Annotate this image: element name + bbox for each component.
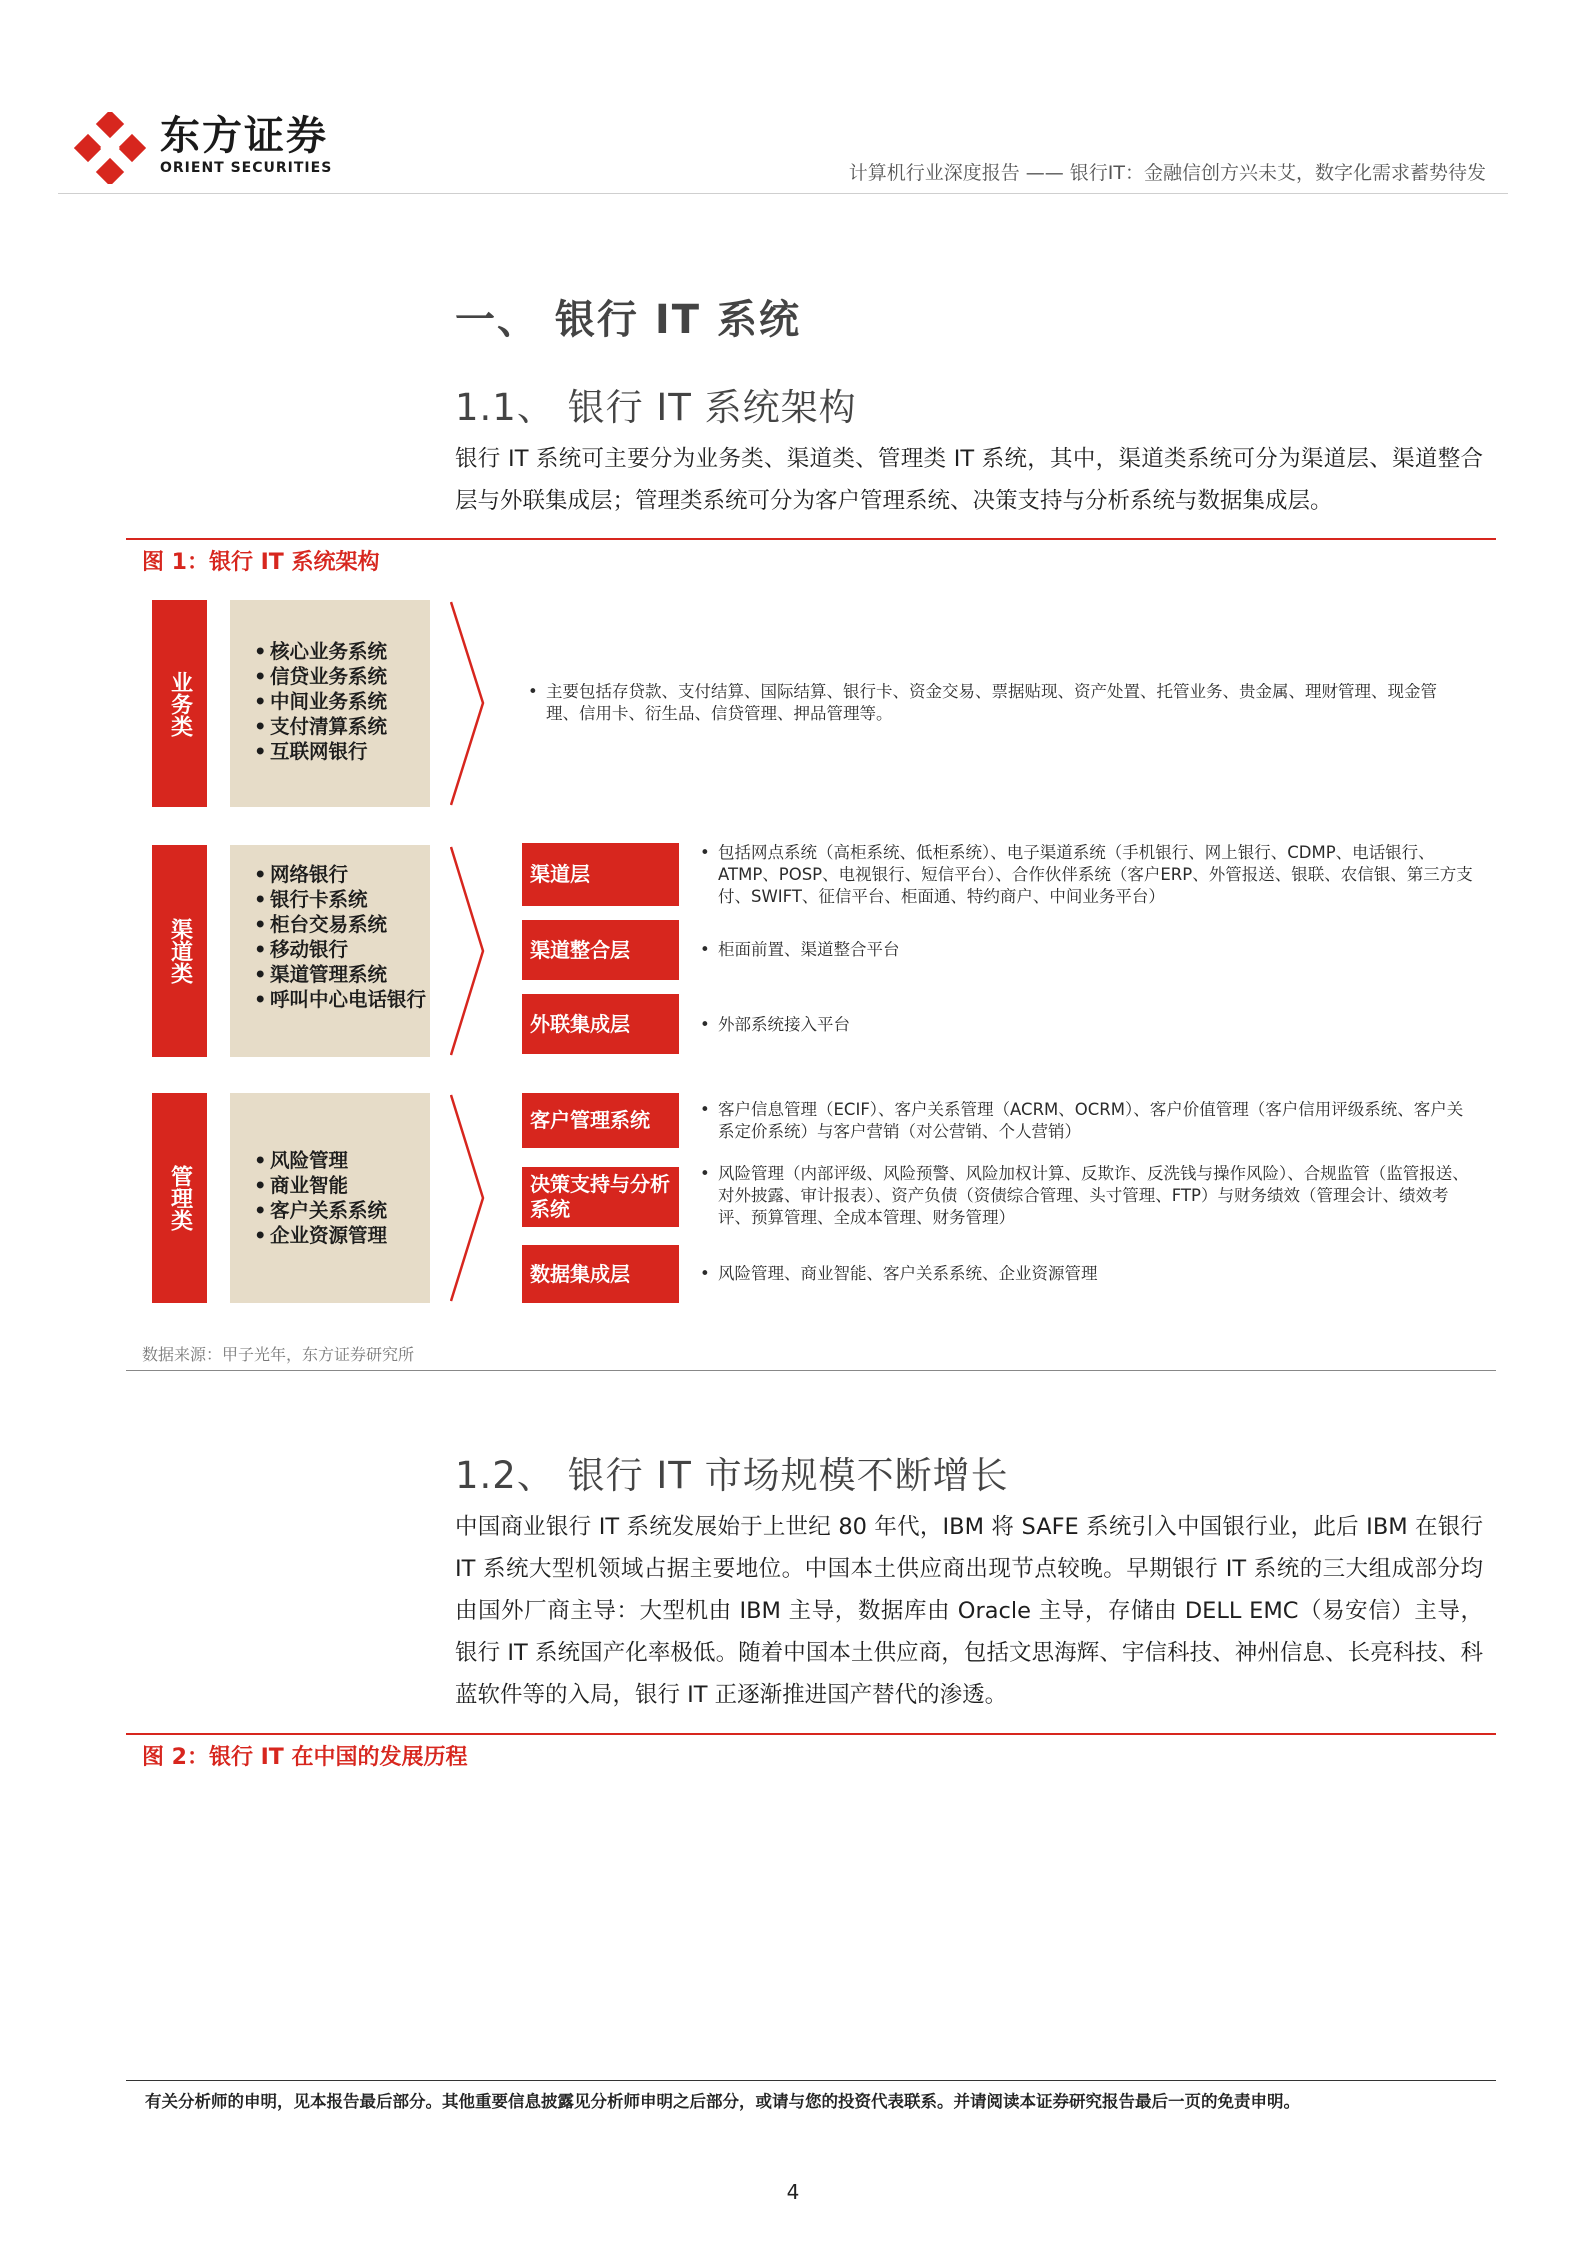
list-item: • 核心业务系统: [254, 639, 387, 664]
brand-logo-icon: [74, 112, 146, 184]
category-label: 管理类: [152, 1093, 207, 1303]
disclaimer-text: 有关分析师的申明，见本报告最后部分。其他重要信息披露见分析师申明之后部分，或请与您的投资代表联系。并请阅读本证券研究报告最后一页的免责申明。: [145, 2092, 1300, 2111]
section-heading: 一、 银行 IT 系统: [455, 297, 801, 343]
layer-label: 数据集成层: [522, 1245, 679, 1303]
system-list-box: [230, 1093, 430, 1303]
list-item: • 客户关系系统: [254, 1198, 387, 1223]
list-item: • 渠道管理系统: [254, 962, 426, 987]
list-item: • 银行卡系统: [254, 887, 426, 912]
category-description: • 主要包括存贷款、支付结算、国际结算、银行卡、资金交易、票据贴现、资产处置、托管业务、贵金属、理财管理、现金管理、信用卡、衍生品、信贷管理、押品管理等。: [528, 681, 1468, 725]
layer-label: 决策支持与分析系统: [522, 1167, 679, 1227]
chevron-right-icon: [450, 845, 485, 1057]
system-list-box: [230, 600, 430, 807]
figure-top-rule: [126, 538, 1496, 540]
figure-source: 数据来源：甲子光年，东方证券研究所: [142, 1345, 415, 1364]
report-title: 计算机行业深度报告 —— 银行IT：金融信创方兴未艾，数字化需求蓄势待发: [848, 162, 1486, 184]
page-number: 4: [786, 2180, 800, 2204]
list-item: • 中间业务系统: [254, 689, 387, 714]
figure-title: 图 1：银行 IT 系统架构: [142, 550, 380, 575]
layer-label: 渠道层: [522, 843, 679, 906]
figure-bottom-rule: [126, 1370, 1496, 1371]
layer-description: • 柜面前置、渠道整合平台: [700, 939, 1478, 961]
list-item: • 企业资源管理: [254, 1223, 387, 1248]
layer-description: • 风险管理（内部评级、风险预警、风险加权计算、反欺诈、反洗钱与操作风险）、合规监管（监管报送、对外披露、审计报表）、资产负债（资债综合管理、头寸管理、FTP）与财务绩效（管理会计、绩效考评、预算管理、全成本管理、财务管理）: [700, 1163, 1478, 1229]
layer-description: • 风险管理、商业智能、客户关系系统、企业资源管理: [700, 1263, 1478, 1285]
layer-label: 渠道整合层: [522, 920, 679, 980]
list-item: • 互联网银行: [254, 739, 387, 764]
figure-top-rule: [126, 1733, 1496, 1735]
category-label: 业务类: [152, 600, 207, 807]
list-item: • 柜台交易系统: [254, 912, 426, 937]
layer-label: 外联集成层: [522, 994, 679, 1054]
layer-label: 客户管理系统: [522, 1093, 679, 1148]
system-list-box: [230, 845, 430, 1057]
list-item: • 支付清算系统: [254, 714, 387, 739]
list-item: • 移动银行: [254, 937, 426, 962]
body-paragraph: 银行 IT 系统可主要分为业务类、渠道类、管理类 IT 系统，其中，渠道类系统可分为渠道层、渠道整合层与外联集成层；管理类系统可分为客户管理系统、决策支持与分析系统与数据集成层。: [455, 446, 1483, 514]
layer-description: • 客户信息管理（ECIF）、客户关系管理（ACRM、OCRM）、客户价值管理（客户信用评级系统、客户关系定价系统）与客户营销（对公营销、个人营销）: [700, 1099, 1478, 1143]
header-divider: [58, 193, 1508, 194]
list-item: • 信贷业务系统: [254, 664, 387, 689]
category-label: 渠道类: [152, 845, 207, 1057]
list-item: • 风险管理: [254, 1148, 387, 1173]
list-item: • 商业智能: [254, 1173, 387, 1198]
subsection-heading: 1.2、 银行 IT 市场规模不断增长: [455, 1454, 1009, 1497]
body-paragraph: 中国商业银行 IT 系统发展始于上世纪 80 年代，IBM 将 SAFE 系统引入中国银行业，此后 IBM 在银行 IT 系统大型机领域占据主要地位。中国本土供应商出现节点较晚。早期银行 IT 系统的三大组成部分均由国外厂商主导：大型机由 IBM 主导，数据库由 Oracle 主导，存储由 DELL EMC（易安信）主导，银行 IT 系统国产化率极低。随着中国本土供应商，包括文思海辉、宇信科技、神州信息、长亮科技、科蓝软件等的入局，银行 IT 正逐渐推进国产替代的渗透。: [455, 1514, 1483, 1708]
brand-name-cn: 东方证券: [160, 113, 328, 159]
footer-divider: [126, 2080, 1496, 2081]
layer-description: • 包括网点系统（高柜系统、低柜系统）、电子渠道系统（手机银行、网上银行、CDMP、电话银行、ATMP、POSP、电视银行、短信平台）、合作伙伴系统（客户ERP、外管报送、银联、农信银、第三方支付、SWIFT、征信平台、柜面通、特约商户、中间业务平台）: [700, 842, 1478, 908]
brand-name-en: ORIENT SECURITIES: [160, 160, 333, 176]
list-item: • 网络银行: [254, 862, 426, 887]
figure-title: 图 2：银行 IT 在中国的发展历程: [142, 1745, 468, 1770]
chevron-right-icon: [450, 600, 485, 807]
subsection-heading: 1.1、 银行 IT 系统架构: [455, 386, 857, 429]
chevron-right-icon: [450, 1093, 485, 1303]
list-item: • 呼叫中心电话银行: [254, 987, 426, 1012]
layer-description: • 外部系统接入平台: [700, 1014, 1478, 1036]
